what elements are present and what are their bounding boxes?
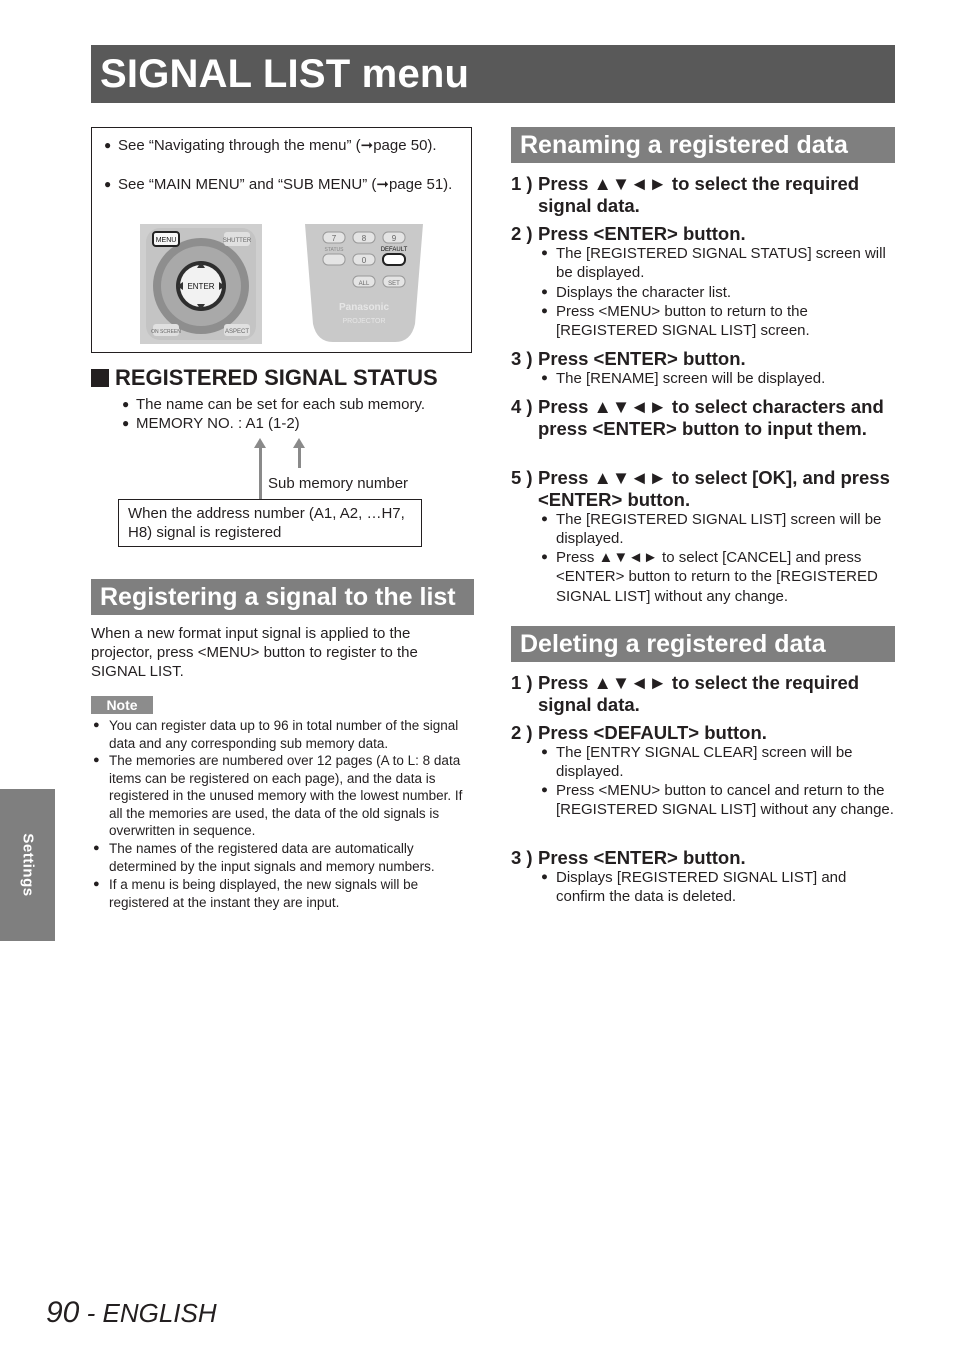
note-item: ● You can register data up to 96 in total number of the signal data and any corresponding sub memory data. (93, 718, 459, 751)
step-number: 2 ) (511, 223, 533, 244)
rename-step: 1 ) Press ▲▼◄► to select the required signal data. (511, 173, 860, 216)
bullet-icon: ● (122, 397, 130, 411)
bullet-icon: ● (104, 177, 112, 191)
settings-side-tab[interactable] (0, 789, 55, 941)
bullet-icon: ● (541, 513, 548, 525)
note-item: ● The names of the registered data are automatically determined by the input signals and memory numbers. (93, 841, 435, 874)
page-number: 90 (46, 1296, 80, 1329)
step-bullet: ● Press <MENU> button to return to the [REGISTERED SIGNAL LIST] screen. (541, 303, 810, 340)
rename-step: 2 ) Press <ENTER> button. (511, 223, 746, 244)
footer-language: - ENGLISH (79, 1298, 217, 1328)
step-bullet: ● Press <MENU> button to cancel and return to the [REGISTERED SIGNAL LIST] without any change. (541, 782, 894, 819)
sub-memory-arrow-head (293, 438, 305, 448)
aspect-key-label: ASPECT (224, 329, 250, 335)
svg-text:SET: SET (388, 281, 400, 287)
delete-step: 3 ) Press <ENTER> button. (511, 847, 746, 868)
bullet-icon: ● (541, 247, 548, 259)
address-arrow-line (259, 446, 262, 499)
step-number: 3 ) (511, 348, 533, 369)
brand-logo: Panasonic (338, 302, 390, 313)
heading-square-icon (91, 369, 109, 387)
bullet-icon: ● (541, 746, 548, 758)
svg-text:9: 9 (391, 234, 397, 243)
bullet-icon: ● (541, 286, 548, 298)
bullet-icon: ● (93, 754, 100, 766)
note-label: Note (91, 696, 153, 714)
step-number: 4 ) (511, 396, 533, 417)
page-title: SIGNAL LIST menu (100, 52, 470, 96)
bullet-icon: ● (541, 871, 548, 883)
navigation-reference-box (91, 127, 472, 353)
step-bullet: ● Displays the character list. (541, 284, 732, 301)
title-bar (91, 45, 895, 103)
step-number: 1 ) (511, 672, 533, 693)
step-bullet: ● Press ▲▼◄► to select [CANCEL] and press <ENTER> button to return to the [REGISTERED SIGNAL LIST] without any change. (541, 549, 878, 605)
step-number: 5 ) (511, 467, 533, 488)
step-bullet: ● The [REGISTERED SIGNAL STATUS] screen will be displayed. (541, 245, 886, 282)
bullet-icon: ● (122, 416, 130, 430)
renaming-section-heading: Renaming a registered data (511, 127, 895, 163)
on-screen-key-label: ON SCREEN (151, 329, 181, 335)
rename-step: 4 ) Press ▲▼◄► to select characters and press <ENTER> button to input them. (511, 396, 884, 439)
bullet-icon: ● (93, 842, 100, 854)
registering-section-heading: Registering a signal to the list (91, 579, 474, 615)
svg-text:0: 0 (361, 256, 367, 265)
svg-text:7: 7 (331, 234, 337, 243)
remote-control-keypad-image (303, 224, 425, 344)
bullet-icon: ● (541, 305, 548, 317)
menu-key-label: MENU (155, 237, 177, 244)
rename-step: 3 ) Press <ENTER> button. (511, 348, 746, 369)
delete-step: 1 ) Press ▲▼◄► to select the required signal data. (511, 672, 860, 715)
step-bullet: ● The [ENTRY SIGNAL CLEAR] screen will be displayed. (541, 744, 853, 781)
status-bullet: ● MEMORY NO. : A1 (1-2) (122, 415, 300, 432)
bullet-icon: ● (104, 138, 112, 152)
enter-key-label: ENTER (187, 282, 215, 291)
step-number: 2 ) (511, 722, 533, 743)
svg-text:ALL: ALL (358, 281, 370, 287)
bullet-icon: ● (541, 784, 548, 796)
registering-body-text: When a new format input signal is applied to the projector, press <MENU> button to register to the SIGNAL LIST. (91, 625, 418, 680)
bullet-icon: ● (541, 372, 548, 384)
note-item: ● The memories are numbered over 12 pages (A to L: 8 data items can be registered on each page), and the data is registered in the unused memory with the lowest number. If all the memories are used, the data of the old signals is overwritten in sequence. (93, 753, 463, 839)
sub-memory-label: Sub memory number (268, 475, 409, 492)
step-bullet: ● Displays [REGISTERED SIGNAL LIST] and confirm the data is deleted. (541, 869, 847, 906)
step-number: 3 ) (511, 847, 533, 868)
step-number: 1 ) (511, 173, 533, 194)
side-tab-label: Settings (19, 833, 36, 897)
page-footer (46, 1296, 217, 1330)
status-bullet: ● The name can be set for each sub memory. (122, 396, 426, 413)
nav-reference-item: ● See “MAIN MENU” and “SUB MENU” (➞page 51). (104, 176, 453, 193)
svg-text:PROJECTOR: PROJECTOR (342, 318, 386, 325)
bullet-icon: ● (93, 878, 100, 890)
delete-step: 2 ) Press <DEFAULT> button. (511, 722, 767, 743)
remote-control-dpad-image (140, 224, 262, 344)
step-bullet: ● The [REGISTERED SIGNAL LIST] screen will be displayed. (541, 511, 882, 548)
sub-memory-arrow-line (298, 446, 301, 468)
deleting-section-heading: Deleting a registered data (511, 626, 895, 662)
shutter-key-label: SHUTTER (222, 238, 252, 244)
svg-text:8: 8 (361, 234, 367, 243)
nav-reference-item: ● See “Navigating through the menu” (➞page 50). (104, 137, 437, 154)
rename-step: 5 ) Press ▲▼◄► to select [OK], and press <ENTER> button. (511, 467, 890, 510)
note-item: ● If a menu is being displayed, the new signals will be registered at the instant they are input. (93, 877, 419, 910)
address-arrow-head (254, 438, 266, 448)
svg-text:STATUS: STATUS (324, 247, 344, 253)
step-bullet: ● The [RENAME] screen will be displayed. (541, 370, 826, 387)
default-key-label: DEFAULT (380, 247, 408, 253)
address-callout-box: When the address number (A1, A2, …H7, H8) signal is registered (118, 499, 422, 547)
bullet-icon: ● (541, 551, 548, 563)
registered-signal-status-heading: REGISTERED SIGNAL STATUS (91, 366, 438, 390)
bullet-icon: ● (93, 719, 100, 731)
